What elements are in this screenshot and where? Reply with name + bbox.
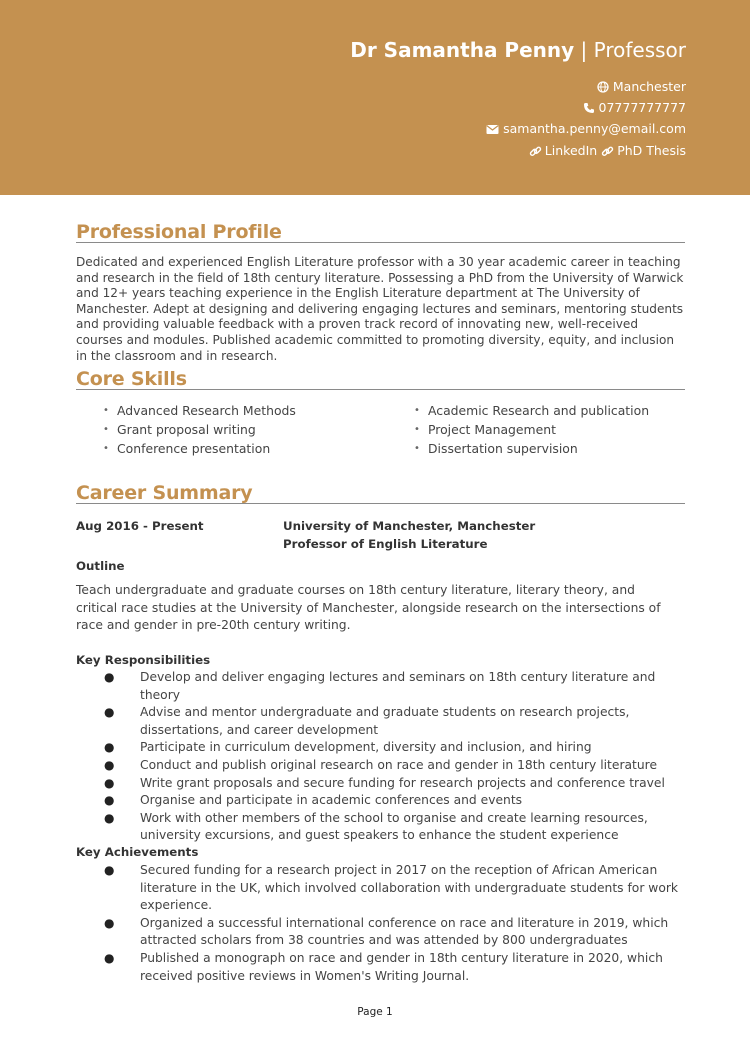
outline-label: Outline [76, 559, 125, 573]
skills-right-column [414, 401, 649, 458]
list-item [76, 757, 685, 775]
contact-location [597, 79, 686, 95]
skill-label: Conference presentation [117, 441, 271, 456]
job-header [76, 517, 685, 557]
skill-label: Project Management [428, 422, 556, 437]
profile-heading: Professional Profile [76, 221, 282, 243]
responsibilities-label: Key Responsibilities [76, 653, 211, 667]
location-text: Manchester [612, 79, 686, 94]
skill-label: Grant proposal writing [117, 422, 256, 437]
skill-item [103, 439, 296, 458]
bullet-icon: ● [104, 757, 115, 772]
contact-phone [583, 100, 686, 116]
list-item [76, 862, 685, 915]
skills-section [76, 367, 685, 462]
phd-thesis-link[interactable] [601, 143, 686, 159]
outline-text: Teach undergraduate and graduate courses on 18th century literature, literary theory, and critical race studies at the University of Manchester, alongside research on the intersections of race and gender in pre-20th century writing. [76, 583, 661, 633]
skill-item [414, 401, 649, 420]
list-item [76, 775, 685, 793]
skill-item [414, 420, 649, 439]
job-employer: University of Manchester, Manchester [283, 519, 536, 533]
profile-section [76, 220, 685, 364]
skill-label: Dissertation supervision [428, 441, 578, 456]
skill-label: Advanced Research Methods [117, 403, 296, 418]
list-item [76, 810, 685, 845]
skills-left-column [103, 401, 296, 458]
bullet-icon: • [414, 443, 420, 454]
list-item-text: Organized a successful international conference on race and literature in 2019, which attracted scholars from 38 countries and was attended by 800 undergraduates [140, 915, 669, 948]
bullet-icon: • [414, 424, 420, 435]
list-item-text: Organise and participate in academic conferences and events [140, 793, 523, 808]
phd-thesis-label[interactable]: PhD Thesis [617, 143, 686, 158]
bullet-icon: ● [104, 950, 115, 965]
header-banner [0, 0, 750, 195]
achievements-list [76, 862, 685, 985]
skill-item [414, 439, 649, 458]
achievements-label: Key Achievements [76, 845, 199, 859]
skill-item [103, 420, 296, 439]
responsibilities-list [76, 669, 685, 845]
linkedin-label[interactable]: LinkedIn [544, 143, 598, 158]
list-item-text: Secured funding for a research project in 2017 on the reception of African American literature in the UK, which involved collaboration with undergraduate students for work experience. [140, 863, 679, 913]
bullet-icon: • [103, 424, 109, 435]
envelope-icon [486, 124, 499, 135]
bullet-icon: • [103, 405, 109, 416]
person-name: Dr Samantha Penny [350, 38, 575, 62]
page-number: Page 1 [357, 1006, 393, 1018]
bullet-icon: ● [104, 810, 115, 825]
list-item-text: Published a monograph on race and gender in 18th century literature in 2020, which received positive reviews in Women's Writing Journal. [140, 950, 663, 983]
bullet-icon: • [103, 443, 109, 454]
list-item [76, 739, 685, 757]
bullet-icon: ● [104, 863, 115, 877]
career-heading: Career Summary [76, 482, 253, 504]
list-item [76, 704, 685, 739]
skill-label: Academic Research and publication [428, 403, 650, 418]
list-item [76, 792, 685, 810]
skills-heading: Core Skills [76, 368, 187, 390]
title-separator: | [580, 38, 588, 62]
career-section [76, 481, 685, 981]
link-icon [601, 145, 614, 158]
bullet-icon: ● [104, 705, 115, 720]
list-item-text: Write grant proposals and secure funding for research projects and conference travel [140, 775, 665, 790]
bullet-icon: ● [104, 740, 115, 755]
phone-icon [583, 102, 595, 114]
bullet-icon: ● [104, 915, 115, 930]
skill-item [103, 401, 296, 420]
header-title [350, 36, 686, 64]
list-item-text: Work with other members of the school to organise and create learning resources, university excursions, and guest speakers to enhance the student experience [140, 810, 648, 843]
email-text[interactable]: samantha.penny@email.com [503, 121, 686, 136]
list-item [76, 915, 685, 950]
list-item [76, 669, 685, 704]
contact-links [529, 143, 686, 159]
profile-text: Dedicated and experienced English Literature professor with a 30 year academic career in teaching and research in the field of 18th century literature. Possessing a PhD from the University of Warwick and 12+ years teaching experience in the English Literature department at The University of Manchester. Adept at designing and delivering engaging lectures and seminars, mentoring students and providing valuable feedback with a proven track record of innovating new, well-received courses and modules. Published academic committed to promoting diversity, equity, and inclusion in the classroom and in research. [76, 255, 684, 363]
bullet-icon: • [414, 405, 420, 416]
list-item-text: Develop and deliver engaging lectures and seminars on 18th century literature and theory [140, 670, 656, 702]
bullet-icon: ● [104, 775, 115, 790]
globe-icon [597, 81, 609, 93]
job-title: Professor of English Literature [283, 537, 488, 551]
bullet-icon: ● [104, 670, 115, 684]
list-item-text: Participate in curriculum development, diversity and inclusion, and hiring [140, 740, 592, 755]
list-item-text: Advise and mentor undergraduate and graduate students on research projects, dissertations, and career development [140, 705, 630, 737]
job-dates: Aug 2016 - Present [76, 519, 204, 533]
list-item [76, 950, 685, 985]
person-role: Professor [593, 38, 686, 62]
link-icon [529, 145, 542, 158]
contact-email[interactable] [486, 121, 686, 137]
linkedin-link[interactable] [529, 143, 597, 159]
list-item-text: Conduct and publish original research on race and gender in 18th century literature [140, 757, 658, 772]
phone-text: 07777777777 [598, 100, 686, 115]
bullet-icon: ● [104, 793, 115, 808]
